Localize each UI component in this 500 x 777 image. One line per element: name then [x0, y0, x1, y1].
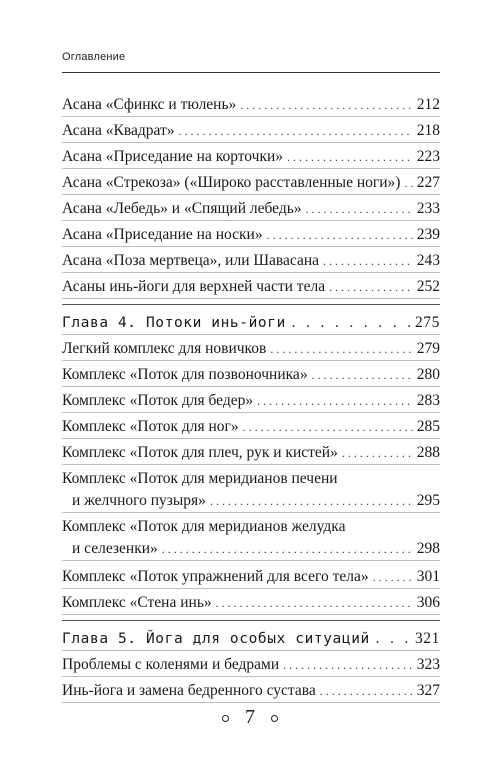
entry-separator [62, 560, 440, 561]
toc-entry-page: 239 [416, 226, 440, 243]
toc-entry-title: Комплекс «Поток для ног» [62, 418, 239, 435]
toc-entry-title: Комплекс «Поток упражнений для всего тела» [62, 568, 369, 585]
chapter-page: 275 [414, 314, 440, 331]
toc-entry-title-line1: Комплекс «Поток для меридианов желудка [62, 518, 346, 535]
leader-dots [404, 174, 412, 192]
leader-dots [306, 200, 413, 218]
toc-entry[interactable] [62, 96, 440, 114]
entry-separator [62, 512, 440, 513]
toc-entry[interactable] [62, 226, 440, 244]
toc-entry-title: Комплекс «Поток для бедер» [62, 392, 254, 409]
toc-entry-title: Асаны инь-йоги для верхней части тела [62, 278, 326, 295]
leader-dots [179, 122, 413, 140]
toc-entry-title-line1: Комплекс «Поток для меридианов печени [62, 470, 338, 487]
chapter-title: Глава 5. Йога для особых ситуаций [62, 631, 370, 647]
header-rule [62, 72, 440, 73]
entry-separator [62, 386, 440, 387]
running-header: Оглавление [62, 51, 126, 63]
toc-entry-page: 223 [416, 148, 440, 165]
toc-entry-page: 218 [416, 122, 440, 139]
toc-entry[interactable] [62, 366, 440, 384]
toc-entry-multiline[interactable] [62, 518, 440, 558]
leader-dots [162, 540, 413, 558]
toc-entry-title-line2: и желчного пузыря» [72, 492, 206, 509]
toc-entry-title: Асана «Поза мертвеца», или Шавасана [62, 252, 319, 269]
entry-separator [62, 334, 440, 335]
toc-entry[interactable] [62, 682, 440, 700]
toc-entry-title: Асана «Приседание на корточки» [62, 148, 284, 165]
toc-entry-page: 283 [416, 392, 440, 409]
toc-entry-title: Комплекс «Поток для плеч, рук и кистей» [62, 444, 338, 461]
toc-entry-page: 227 [416, 174, 440, 191]
toc-entry-title: Асана «Стрекоза» («Широко расставленные ноги») [62, 174, 401, 191]
toc-entry-page: 295 [416, 492, 440, 509]
toc-entry[interactable] [62, 174, 440, 192]
ornament-circle-icon [222, 715, 229, 722]
entry-separator [62, 676, 440, 677]
leader-dots [287, 148, 413, 166]
leader-dots [267, 226, 413, 244]
leader-dots [270, 340, 412, 358]
toc-entry-page: 298 [416, 540, 440, 557]
leader-dots [210, 492, 413, 510]
toc-entry-title: Асана «Сфинкс и тюлень» [62, 96, 237, 113]
entry-separator [62, 412, 440, 413]
chapter-heading[interactable] [62, 630, 440, 648]
entry-separator [62, 272, 440, 273]
toc-entry-title: Комплекс «Стена инь» [62, 594, 212, 611]
toc-entry-page: 252 [416, 278, 440, 295]
entry-separator [62, 650, 440, 651]
entry-separator [62, 298, 440, 299]
toc-entry-page: 280 [416, 366, 440, 383]
toc-entry[interactable] [62, 444, 440, 462]
leader-dots [283, 656, 413, 674]
toc-entry-title: Комплекс «Поток для позвоночника» [62, 366, 308, 383]
leader-dots [216, 594, 413, 612]
leader-dots [323, 252, 413, 270]
toc-entry-page: 288 [416, 444, 440, 461]
toc-entry[interactable] [62, 656, 440, 674]
toc-entry-page: 306 [416, 594, 440, 611]
toc-entry-multiline[interactable] [62, 470, 440, 510]
entry-separator [62, 464, 440, 465]
toc-entry[interactable] [62, 418, 440, 436]
toc-entry-page: 323 [416, 656, 440, 673]
toc-entry-title: Асана «Квадрат» [62, 122, 175, 139]
entry-separator [62, 194, 440, 195]
chapter-divider [62, 304, 440, 305]
toc-entry-title: Асана «Приседание на носки» [62, 226, 263, 243]
chapter-divider [62, 620, 440, 621]
entry-separator [62, 438, 440, 439]
entry-separator [62, 142, 440, 143]
leader-dots [257, 392, 413, 410]
toc-entry-title: Инь-йога и замена бедренного сустава [62, 682, 316, 699]
toc-entry-title: Легкий комплекс для новичков [62, 340, 267, 357]
ornament-circle-icon [271, 715, 278, 722]
entry-separator [62, 116, 440, 117]
entry-separator [62, 588, 440, 589]
toc-entry-title: Проблемы с коленями и бедрами [62, 656, 280, 673]
entry-separator [62, 614, 440, 615]
entry-separator [62, 168, 440, 169]
entry-separator [62, 702, 440, 703]
leader-dots [290, 314, 411, 332]
toc-entry[interactable] [62, 568, 440, 586]
leader-dots [342, 444, 413, 462]
entry-separator [62, 360, 440, 361]
leader-dots [320, 682, 413, 700]
toc-entry[interactable] [62, 340, 440, 358]
toc-entry-page: 327 [416, 682, 440, 699]
toc-entry[interactable] [62, 392, 440, 410]
leader-dots [374, 630, 411, 648]
toc-entry[interactable] [62, 594, 440, 612]
toc-entry-page: 233 [416, 200, 440, 217]
entry-separator [62, 246, 440, 247]
toc-entry-title-line2: и селезенки» [72, 540, 158, 557]
toc-entry-page: 285 [416, 418, 440, 435]
chapter-title: Глава 4. Потоки инь-йоги [62, 315, 286, 331]
toc-entry-page: 243 [416, 252, 440, 269]
page-footer [0, 706, 500, 729]
chapter-page: 321 [414, 630, 440, 647]
toc-entry[interactable] [62, 148, 440, 166]
toc-entry-page: 212 [416, 96, 440, 113]
toc-entry-title: Асана «Лебедь» и «Спящий лебедь» [62, 200, 302, 217]
toc-entry-page: 301 [416, 568, 440, 585]
toc-entry[interactable] [62, 278, 440, 296]
leader-dots [240, 96, 412, 114]
page-number: 7 [245, 706, 255, 728]
leader-dots [243, 418, 413, 436]
leader-dots [373, 568, 413, 586]
leader-dots [329, 278, 413, 296]
toc-entry[interactable] [62, 252, 440, 270]
toc-entry-page: 279 [416, 340, 440, 357]
entry-separator [62, 220, 440, 221]
chapter-heading[interactable] [62, 314, 440, 332]
toc-entry[interactable] [62, 122, 440, 140]
leader-dots [312, 366, 413, 384]
toc-entry[interactable] [62, 200, 440, 218]
